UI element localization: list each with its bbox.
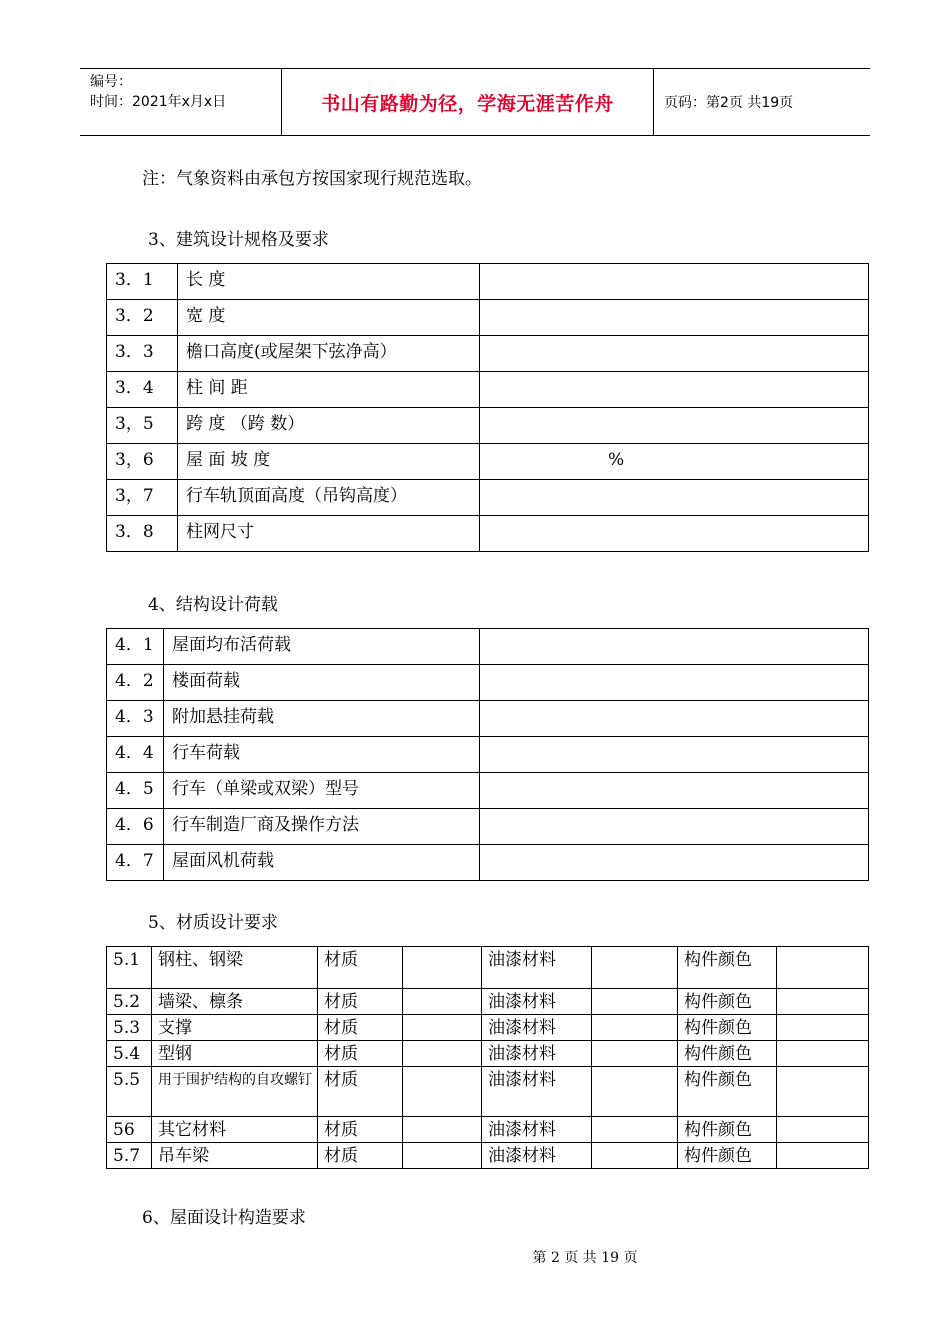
time-label: 时间：2021年x月x日 <box>90 94 227 110</box>
row-item: 柱 间 距 <box>178 372 480 408</box>
material-value <box>403 947 482 989</box>
section3-table <box>106 263 869 552</box>
row-number: 5.3 <box>107 1015 152 1041</box>
color-value <box>777 1041 869 1067</box>
color-value <box>777 947 869 989</box>
material-value <box>403 989 482 1015</box>
paint-label: 油漆材料 <box>482 989 592 1015</box>
paint-value <box>592 947 678 989</box>
row-number: 4．6 <box>107 809 164 845</box>
row-number: 4．2 <box>107 665 164 701</box>
color-value <box>777 989 869 1015</box>
row-number: 5.2 <box>107 989 152 1015</box>
row-number: 4．5 <box>107 773 164 809</box>
row-item: 屋面均布活荷载 <box>164 629 480 665</box>
color-label: 构件颜色 <box>678 1143 777 1169</box>
paint-value <box>592 1143 678 1169</box>
row-item: 吊车梁 <box>152 1143 318 1169</box>
table-row <box>107 809 869 845</box>
paint-value <box>592 1015 678 1041</box>
table-row <box>107 1041 869 1067</box>
material-label: 材质 <box>318 947 403 989</box>
material-value <box>403 1015 482 1041</box>
color-label: 构件颜色 <box>678 1015 777 1041</box>
row-item: 行车荷载 <box>164 737 480 773</box>
row-number: 3．2 <box>107 300 178 336</box>
row-item: 楼面荷载 <box>164 665 480 701</box>
row-item: 行车（单梁或双梁）型号 <box>164 773 480 809</box>
row-item: 长 度 <box>178 264 480 300</box>
row-item: 墙梁、檩条 <box>152 989 318 1015</box>
material-value <box>403 1041 482 1067</box>
row-number: 4．1 <box>107 629 164 665</box>
note-text: 注：气象资料由承包方按国家现行规范选取。 <box>142 169 482 189</box>
color-label: 构件颜色 <box>678 1041 777 1067</box>
color-label: 构件颜色 <box>678 1117 777 1143</box>
table-row <box>107 372 869 408</box>
row-item: 行车轨顶面高度（吊钩高度） <box>178 480 480 516</box>
material-label: 材质 <box>318 1041 403 1067</box>
section3-title: 3、建筑设计规格及要求 <box>148 230 329 250</box>
row-value <box>480 264 869 300</box>
row-number: 3．4 <box>107 372 178 408</box>
section6-title: 6、屋面设计构造要求 <box>142 1208 306 1228</box>
row-value <box>480 737 869 773</box>
row-value <box>480 629 869 665</box>
row-value <box>480 516 869 552</box>
header-meta <box>80 69 282 135</box>
material-label: 材质 <box>318 989 403 1015</box>
color-value <box>777 1067 869 1117</box>
paint-value <box>592 1041 678 1067</box>
material-label: 材质 <box>318 1117 403 1143</box>
section4-title: 4、结构设计荷载 <box>148 595 278 615</box>
row-item: 其它材料 <box>152 1117 318 1143</box>
table-row <box>107 947 869 989</box>
row-item: 屋面风机荷载 <box>164 845 480 881</box>
paint-label: 油漆材料 <box>482 1143 592 1169</box>
paint-label: 油漆材料 <box>482 947 592 989</box>
table-row <box>107 773 869 809</box>
material-label: 材质 <box>318 1067 403 1117</box>
row-item: 行车制造厂商及操作方法 <box>164 809 480 845</box>
row-value: % <box>480 444 869 480</box>
row-number: 5.4 <box>107 1041 152 1067</box>
row-item: 钢柱、钢梁 <box>152 947 318 989</box>
row-item: 屋 面 坡 度 <box>178 444 480 480</box>
table-row <box>107 516 869 552</box>
table-row <box>107 1015 869 1041</box>
row-number: 5.7 <box>107 1143 152 1169</box>
table-row <box>107 845 869 881</box>
row-value <box>480 845 869 881</box>
row-number: 4．4 <box>107 737 164 773</box>
row-number: 56 <box>107 1117 152 1143</box>
row-item: 用于围护结构的自攻螺钉 <box>152 1067 318 1117</box>
page-footer: 第 2 页 共 19 页 <box>532 1250 638 1266</box>
paint-label: 油漆材料 <box>482 1041 592 1067</box>
row-value <box>480 701 869 737</box>
table-row <box>107 300 869 336</box>
row-value <box>480 809 869 845</box>
section5-title: 5、材质设计要求 <box>148 913 278 933</box>
material-label: 材质 <box>318 1015 403 1041</box>
row-item: 宽 度 <box>178 300 480 336</box>
row-value <box>480 336 869 372</box>
row-number: 4．7 <box>107 845 164 881</box>
row-value <box>480 408 869 444</box>
table-row <box>107 665 869 701</box>
row-number: 3．1 <box>107 264 178 300</box>
row-item: 型钢 <box>152 1041 318 1067</box>
row-item: 附加悬挂荷载 <box>164 701 480 737</box>
paint-value <box>592 989 678 1015</box>
table-row <box>107 1117 869 1143</box>
row-item: 跨 度 （跨 数） <box>178 408 480 444</box>
row-value <box>480 773 869 809</box>
header-page-label: 页码：第2页 共19页 <box>664 95 794 111</box>
section5-table <box>106 946 869 1169</box>
row-number: 5.1 <box>107 947 152 989</box>
table-row <box>107 629 869 665</box>
paint-label: 油漆材料 <box>482 1117 592 1143</box>
color-label: 构件颜色 <box>678 989 777 1015</box>
row-value <box>480 372 869 408</box>
table-row <box>107 989 869 1015</box>
section4-table <box>106 628 869 881</box>
row-number: 3．3 <box>107 336 178 372</box>
color-value <box>777 1143 869 1169</box>
table-row <box>107 408 869 444</box>
paint-value <box>592 1117 678 1143</box>
material-value <box>403 1143 482 1169</box>
row-number: 4．3 <box>107 701 164 737</box>
table-row <box>107 480 869 516</box>
doc-number-label: 编号： <box>90 74 132 90</box>
row-value <box>480 300 869 336</box>
row-value <box>480 665 869 701</box>
table-row <box>107 1067 869 1117</box>
row-number: 3，5 <box>107 408 178 444</box>
color-value <box>777 1117 869 1143</box>
paint-value <box>592 1067 678 1117</box>
header-motto: 书山有路勤为径，学海无涯苦作舟 <box>282 69 654 135</box>
table-row <box>107 264 869 300</box>
color-label: 构件颜色 <box>678 1067 777 1117</box>
table-row <box>107 701 869 737</box>
row-item: 柱网尺寸 <box>178 516 480 552</box>
row-item: 檐口高度(或屋架下弦净高） <box>178 336 480 372</box>
table-row <box>107 336 869 372</box>
color-label: 构件颜色 <box>678 947 777 989</box>
row-number: 3，7 <box>107 480 178 516</box>
paint-label: 油漆材料 <box>482 1067 592 1117</box>
material-value <box>403 1117 482 1143</box>
row-number: 5.5 <box>107 1067 152 1117</box>
color-value <box>777 1015 869 1041</box>
page-header <box>80 68 870 136</box>
paint-label: 油漆材料 <box>482 1015 592 1041</box>
row-item: 支撑 <box>152 1015 318 1041</box>
row-value <box>480 480 869 516</box>
material-value <box>403 1067 482 1117</box>
table-row <box>107 1143 869 1169</box>
table-row <box>107 444 869 480</box>
material-label: 材质 <box>318 1143 403 1169</box>
row-number: 3，6 <box>107 444 178 480</box>
table-row <box>107 737 869 773</box>
row-number: 3．8 <box>107 516 178 552</box>
